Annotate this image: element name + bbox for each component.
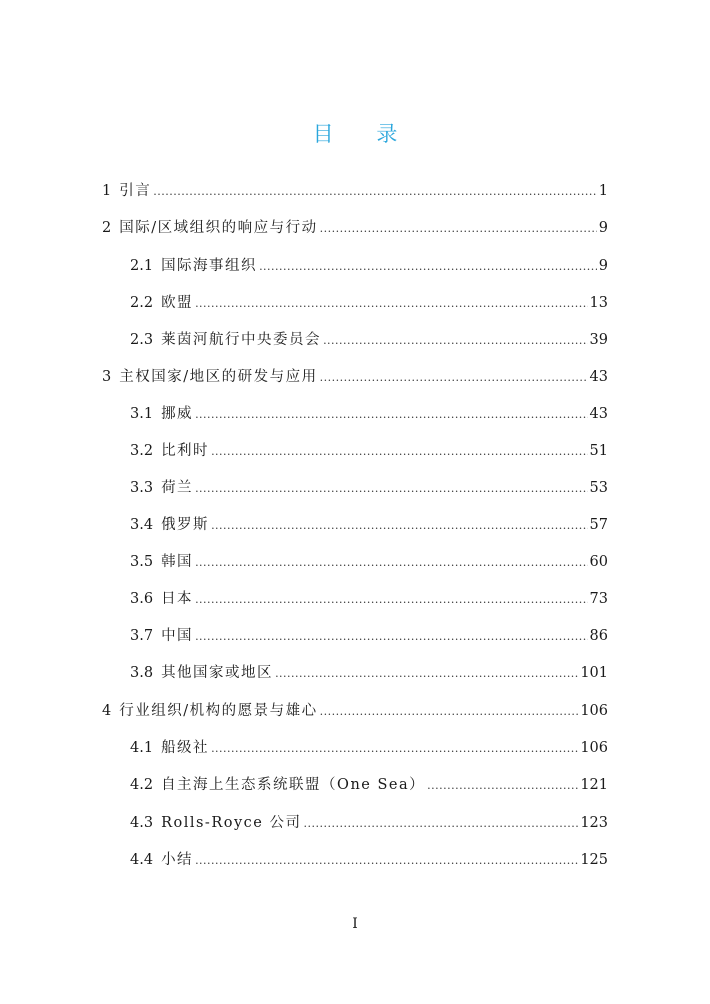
- toc-entry-number: 3.2: [130, 443, 154, 459]
- toc-entry[interactable]: [130, 550, 608, 574]
- toc-leader-dots: [195, 849, 578, 873]
- toc-leader-dots: [427, 774, 578, 798]
- toc-entry-label: 日本: [161, 591, 194, 607]
- toc-entry-number: 4.3: [130, 815, 154, 831]
- toc-entry[interactable]: [130, 848, 608, 872]
- toc-leader-dots: [195, 403, 587, 427]
- toc-entry[interactable]: [130, 773, 608, 797]
- toc-entry-number: 4.1: [130, 740, 154, 756]
- toc-entry-number: 4.2: [130, 777, 154, 793]
- toc-entry-page: 13: [589, 295, 608, 311]
- toc-entry-number: 2: [102, 220, 112, 236]
- toc-entry-label: 韩国: [161, 554, 194, 570]
- toc-entry-label: 主权国家/地区的研发与应用: [119, 369, 318, 385]
- toc-entry-label: 比利时: [161, 443, 210, 459]
- toc-entry-label: 荷兰: [161, 480, 194, 496]
- toc-entry[interactable]: [102, 179, 608, 203]
- toc-entry-label: 俄罗斯: [161, 517, 210, 533]
- toc-entry-page: 86: [589, 628, 608, 644]
- toc-leader-dots: [153, 180, 597, 204]
- toc-entry[interactable]: [130, 587, 608, 611]
- toc-entry[interactable]: [130, 328, 608, 352]
- toc-leader-dots: [211, 514, 587, 538]
- toc-leader-dots: [195, 551, 587, 575]
- toc-entry[interactable]: [102, 699, 608, 723]
- toc-entry-page: 106: [580, 703, 608, 719]
- toc-entry-page: 43: [589, 369, 608, 385]
- toc-entry-page: 123: [580, 815, 608, 831]
- toc-leader-dots: [195, 625, 587, 649]
- toc-entry[interactable]: [130, 439, 608, 463]
- toc-entry-label: 中国: [161, 628, 194, 644]
- page-title: 目 录: [312, 122, 416, 146]
- toc-entry-label: 行业组织/机构的愿景与雄心: [119, 703, 318, 719]
- toc-entry-page: 125: [580, 852, 608, 868]
- toc-entry-label: 国际海事组织: [161, 258, 258, 274]
- toc-entry-label: 国际/区域组织的响应与行动: [119, 220, 318, 236]
- toc-leader-dots: [211, 440, 587, 464]
- toc-entry-page: 73: [589, 591, 608, 607]
- toc-entry[interactable]: [130, 811, 608, 835]
- toc-entry[interactable]: [130, 661, 608, 685]
- toc-entry-number: 3.6: [130, 591, 154, 607]
- toc-entry-page: 43: [589, 406, 608, 422]
- toc-entry[interactable]: [102, 365, 608, 389]
- toc-entry-label: 自主海上生态系统联盟（One Sea）: [161, 777, 426, 793]
- toc-leader-dots: [195, 477, 587, 501]
- toc-entry-number: 2.3: [130, 332, 154, 348]
- toc-entry-page: 106: [580, 740, 608, 756]
- toc-leader-dots: [195, 588, 587, 612]
- toc-entry-number: 2.2: [130, 295, 154, 311]
- toc-entry[interactable]: [130, 402, 608, 426]
- toc-entry-page: 51: [589, 443, 608, 459]
- toc-entry-label: 欧盟: [161, 295, 194, 311]
- toc-entry-page: 101: [580, 665, 608, 681]
- toc-entry-page: 9: [598, 220, 608, 236]
- toc-leader-dots: [320, 217, 597, 241]
- toc-entry[interactable]: [130, 513, 608, 537]
- toc-leader-dots: [320, 366, 588, 390]
- toc-entry-label: 莱茵河航行中央委员会: [161, 332, 322, 348]
- toc-entry-number: 4.4: [130, 852, 154, 868]
- toc-entry[interactable]: [130, 624, 608, 648]
- toc-entry-page: 53: [589, 480, 608, 496]
- toc-entry-page: 60: [589, 554, 608, 570]
- toc-entry-number: 3.8: [130, 665, 154, 681]
- toc-entry-number: 4: [102, 703, 112, 719]
- toc-leader-dots: [195, 292, 587, 316]
- toc-entry-page: 57: [589, 517, 608, 533]
- toc-entry-number: 3.7: [130, 628, 154, 644]
- toc-entry-label: 挪威: [161, 406, 194, 422]
- toc-entry-label: 其他国家或地区: [161, 665, 274, 681]
- toc-entry-label: Rolls-Royce 公司: [161, 815, 302, 831]
- toc-entry-number: 1: [102, 183, 112, 199]
- toc-entry-number: 3.3: [130, 480, 154, 496]
- toc-entry-label: 船级社: [161, 740, 210, 756]
- toc-entry-label: 小结: [161, 852, 194, 868]
- toc-entry[interactable]: [130, 291, 608, 315]
- toc-entry-number: 3.4: [130, 517, 154, 533]
- toc-entry-page: 9: [598, 258, 608, 274]
- toc-entry-page: 1: [598, 183, 608, 199]
- toc-entry-number: 3: [102, 369, 112, 385]
- toc-entry[interactable]: [102, 216, 608, 240]
- toc-entry-label: 引言: [119, 183, 152, 199]
- toc-entry[interactable]: [130, 476, 608, 500]
- toc-leader-dots: [323, 329, 587, 353]
- toc-leader-dots: [303, 812, 578, 836]
- toc-entry-page: 39: [589, 332, 608, 348]
- page-number: I: [352, 916, 358, 932]
- toc-leader-dots: [211, 737, 578, 761]
- toc-entry-number: 2.1: [130, 258, 154, 274]
- toc-entry-number: 3.5: [130, 554, 154, 570]
- toc-entry[interactable]: [130, 254, 608, 278]
- toc-leader-dots: [320, 700, 579, 724]
- toc-leader-dots: [259, 255, 597, 279]
- toc-entry[interactable]: [130, 736, 608, 760]
- toc-entry-number: 3.1: [130, 406, 154, 422]
- toc-leader-dots: [275, 662, 578, 686]
- toc-entry-page: 121: [580, 777, 608, 793]
